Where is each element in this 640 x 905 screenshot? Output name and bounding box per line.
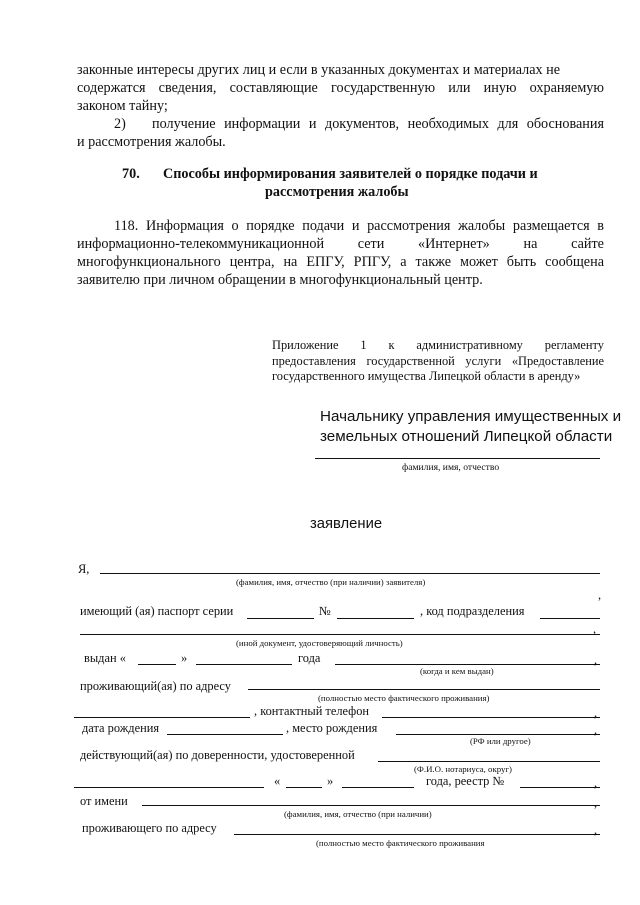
addressee-line: Начальнику управления имущественных и (320, 408, 622, 425)
text-line: содержатся сведения, составляющие государственную или иную охраняемую (77, 80, 604, 96)
word: Приложение (272, 338, 339, 352)
comma: , (594, 796, 598, 810)
word: регламенту (544, 338, 604, 352)
section-number: 70. (122, 166, 140, 182)
word: «Интернет» (418, 236, 490, 252)
field-caption: фамилия, имя, отчество (402, 462, 500, 473)
comma: , (594, 653, 598, 667)
addressee-line: земельных отношений Липецкой области (320, 428, 613, 445)
field-label: от имени (80, 794, 128, 808)
field-label: года (298, 651, 321, 665)
field-label: дата рождения (82, 721, 160, 735)
addressee-fio-line[interactable] (315, 458, 600, 459)
comma: , (594, 776, 598, 790)
comma: , (594, 723, 598, 737)
field-label: Я, (78, 562, 90, 576)
list-item-number: 2) (114, 116, 126, 132)
text-line: законом тайну; (77, 98, 168, 114)
field-label: выдан « (84, 651, 126, 665)
passport-number-line[interactable] (337, 618, 414, 619)
field-label: , место рождения (286, 721, 378, 735)
quote-close: » (327, 774, 334, 788)
quote-close: » (181, 651, 188, 665)
on-behalf-fio-line[interactable] (142, 805, 600, 806)
subdivision-code-line[interactable] (540, 618, 600, 619)
field-label: года, реестр № (426, 774, 505, 788)
comma: , (594, 823, 598, 837)
word: на (523, 236, 538, 252)
field-label: , контактный телефон (254, 704, 370, 718)
notary-continuation-line[interactable] (74, 787, 264, 788)
word: к (388, 338, 395, 352)
field-caption: (Ф.И.О. нотариуса, округ) (414, 764, 512, 774)
appendix-line (272, 338, 604, 353)
phone-line[interactable] (382, 717, 600, 718)
applicant-fio-line[interactable] (100, 573, 600, 574)
section-title: рассмотрения жалобы (265, 184, 409, 200)
form-title: заявление (310, 516, 383, 532)
address-continuation-line[interactable] (74, 717, 250, 718)
proxy-month-line[interactable] (342, 787, 414, 788)
other-document-line[interactable] (80, 634, 600, 635)
word: информационно-телекоммуникационной (77, 236, 325, 252)
text-line (77, 62, 604, 79)
issued-by-line[interactable] (335, 664, 600, 665)
proxy-day-line[interactable] (286, 787, 322, 788)
quote-open: « (274, 774, 281, 788)
appendix-line: предоставления государственной услуги «Предоставление (272, 354, 604, 368)
appendix-line: государственного имущества Липецкой области в аренду» (272, 369, 581, 383)
field-caption: (полностью место фактического проживания (316, 838, 485, 848)
birth-date-line[interactable] (167, 734, 283, 735)
word: сайте (571, 236, 604, 252)
field-label: проживающего по адресу (82, 821, 217, 835)
word: сети (357, 236, 385, 252)
notary-line[interactable] (378, 761, 600, 762)
residing-address-line[interactable] (248, 689, 600, 690)
comma: , (594, 706, 598, 720)
comma: , (598, 588, 602, 602)
field-label: имеющий (ая) паспорт серии (80, 604, 234, 618)
list-item-text: и рассмотрения жалобы. (77, 134, 226, 150)
text-line: многофункционального центра, на ЕПГУ, РПГУ, а также может быть сообщена (77, 254, 604, 270)
word: административному (416, 338, 523, 352)
birth-place-line[interactable] (396, 734, 600, 735)
field-caption: (полностью место фактического проживания) (318, 693, 490, 703)
passport-series-line[interactable] (247, 618, 314, 619)
principal-address-line[interactable] (234, 834, 600, 835)
text-line: 118. Информация о порядке подачи и рассмотрения жалобы размещается в (114, 218, 604, 234)
issued-day-line[interactable] (138, 664, 176, 665)
issued-month-line[interactable] (196, 664, 292, 665)
text-line: заявителю при личном обращении в многофункциональный центр. (77, 272, 483, 288)
section-title: Способы информирования заявителей о порядке подачи и (163, 166, 538, 182)
registry-number-line[interactable] (520, 787, 600, 788)
list-item-text: получение информации и документов, необходимых для обоснования (152, 116, 604, 132)
text-line (77, 236, 604, 253)
text-line-content: законные интересы других лиц и если в указанных документах и материалах не (77, 62, 561, 78)
field-caption: (иной документ, удостоверяющий личность) (236, 638, 403, 648)
field-caption: (фамилия, имя, отчество (при наличии) заявителя) (236, 577, 426, 587)
field-label: , код подразделения (420, 604, 525, 618)
comma: , (593, 622, 597, 636)
field-label: действующий(ая) по доверенности, удостоверенной (80, 748, 355, 762)
word: 1 (360, 338, 367, 352)
field-caption: (РФ или другое) (470, 736, 531, 746)
field-caption: (фамилия, имя, отчество (при наличии) (284, 809, 432, 819)
field-label: проживающий(ая) по адресу (80, 679, 231, 693)
number-sign: № (319, 604, 331, 618)
field-caption: (когда и кем выдан) (420, 666, 494, 676)
